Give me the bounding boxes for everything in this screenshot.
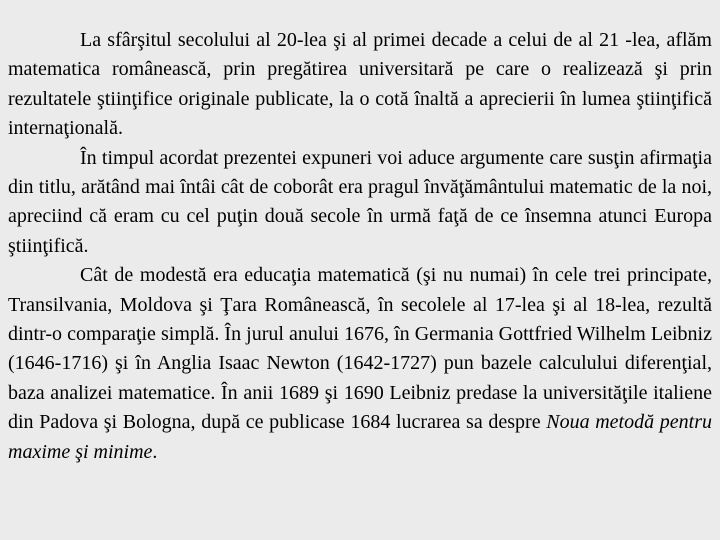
paragraph-3-end: . [152,440,158,463]
paragraph-1-text: La sfârşitul secolului al 20-lea şi al primei decade a celui de al 21 -lea, aflăm matematica românească, prin pregătirea universitară pe care o realizează şi prin rezultatele ştiinţifice originale publicate, la o cotă înaltă a aprecierii în lumea ştiinţifică internaţională. [8,29,712,140]
paragraph-1 [8,26,712,144]
book-title: Noua metodă pentru maxime şi minime [8,411,712,463]
paragraph-3 [8,261,712,467]
paragraph-2-text: În timpul acordat prezentei expuneri voi aduce argumente care susţin afirmaţia din titlu, arătând mai întâi cât de coborât era pragul învăţământului matematic de la noi, apreciind că eram cu cel puţin două secole în urmă faţă de ce însemna atunci Europa ştiinţifică. [8,146,712,257]
paragraph-2 [8,144,712,262]
paragraph-3-text: Cât de modestă era educaţia matematică (şi nu numai) în cele trei principate, Transilvania, Moldova şi Ţara Românească, în secolele al 17-lea şi al 18-lea, rezultă dintr-o comparaţie simplă. În jurul anului 1676, în Germania Gottfried Wilhelm Leibniz (1646-1716) şi în Anglia Isaac Newton (1642-1727) pun bazele calculului diferenţial, baza analizei matematice. În anii 1689 şi 1690 Leibniz predase la universităţile italiene din Padova şi Bologna, după ce publicase 1684 lucrarea sa despre [8,264,712,434]
